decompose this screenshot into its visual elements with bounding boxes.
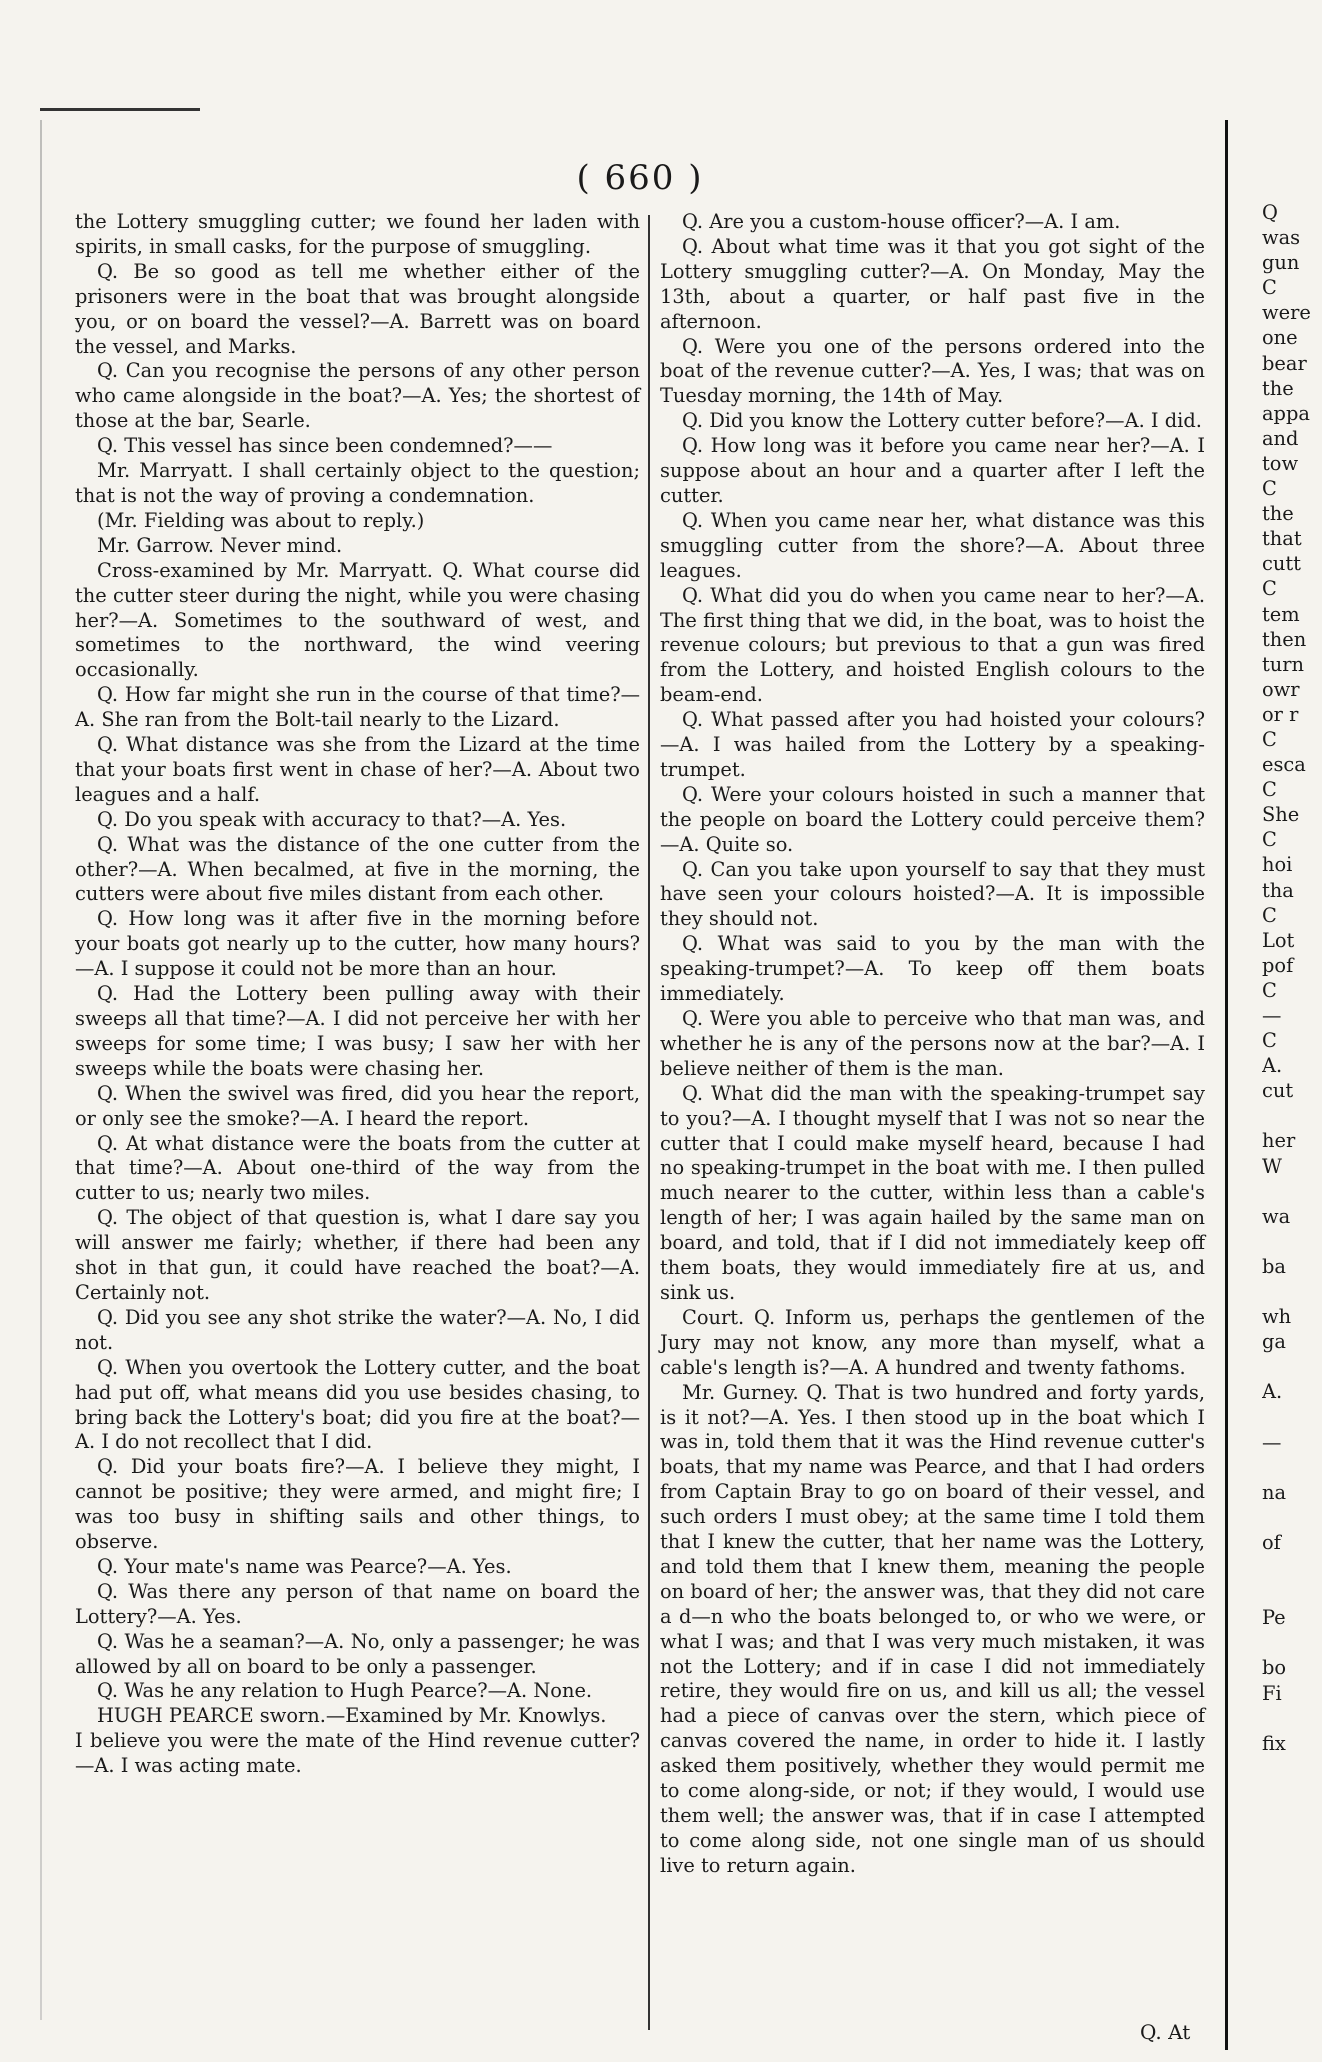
paragraph: Q. Can you take upon yourself to say that they must have seen your colours hoisted?—A. It is impossible they should not. — [660, 857, 1205, 931]
paragraph: Q. Was he any relation to Hugh Pearce?—A. None. — [97, 1679, 593, 1703]
edge-fragment: the — [1262, 376, 1294, 400]
edge-fragment: cut — [1262, 1079, 1294, 1103]
paragraph: Q. This vessel has since been condemned?—— — [97, 434, 553, 458]
edge-fragment: pof — [1262, 953, 1294, 977]
edge-fragment: — — [1262, 1430, 1282, 1454]
paragraph: Q. Are you a custom-house officer?—A. I am. — [682, 210, 1121, 233]
paragraph: (Mr. Fielding was about to reply.) — [97, 508, 425, 532]
paragraph: HUGH PEARCE sworn.—Examined by Mr. Knowlys. — [97, 1704, 607, 1728]
paragraph: Mr. Garrow. Never mind. — [97, 533, 343, 557]
top-rule — [40, 108, 200, 111]
edge-fragment — [1262, 1405, 1322, 1430]
edge-fragment: She — [1262, 803, 1300, 827]
edge-fragment: fix — [1262, 1731, 1286, 1755]
edge-fragment — [1262, 1455, 1322, 1480]
edge-fragment: esca — [1262, 753, 1306, 777]
edge-fragment — [1262, 1630, 1322, 1655]
edge-fragment: Pe — [1262, 1606, 1286, 1630]
edge-fragment — [1262, 1555, 1322, 1580]
edge-fragment: C — [1262, 903, 1277, 927]
edge-fragment: gun — [1262, 251, 1300, 275]
edge-fragment: ga — [1262, 1330, 1286, 1354]
edge-fragment: bear — [1262, 351, 1307, 375]
edge-fragment: tow — [1262, 451, 1299, 475]
paragraph: Q. At what distance were the boats from the cutter at that time?—A. About one-third of the way from the cutter to us; nearly two miles. — [75, 1131, 640, 1205]
edge-fragment: hoi — [1262, 853, 1293, 877]
edge-fragment: tem — [1262, 602, 1300, 626]
left-column — [75, 210, 640, 1779]
column-divider — [648, 215, 650, 2030]
edge-fragment — [1262, 1103, 1322, 1128]
edge-fragment: was — [1262, 226, 1301, 250]
paragraph: Q. How long was it before you came near her?—A. I suppose about an hour and a quarter after I left the cutter. — [660, 434, 1205, 507]
paragraph: Q. Did your boats fire?—A. I believe they might, I cannot be positive; they were armed, and might fire; I was too busy in shifting sails and other things, to observe. — [75, 1455, 640, 1554]
edge-fragment: A. — [1262, 1380, 1283, 1404]
paragraph: Q. How long was it after five in the morning before your boats got nearly up to the cutter, how many hours?—A. I suppose it could not be more than an hour. — [75, 907, 640, 981]
paragraph: Q. When the swivel was fired, did you hear the report, or only see the smoke?—A. I heard the report. — [75, 1081, 640, 1130]
edge-fragment: or r — [1262, 702, 1299, 726]
paragraph: Q. Were you one of the persons ordered into the boat of the revenue cutter?—A. Yes, I was; that was on Tuesday morning, the 14th of May. — [660, 334, 1205, 408]
paragraph: Q. Be so good as tell me whether either of the prisoners were in the boat that was brought alongside you, or on board the vessel?—A. Barrett was on board the vessel, and Marks. — [75, 259, 640, 358]
edge-fragment: tha — [1262, 878, 1294, 902]
edge-fragment: then — [1262, 627, 1307, 651]
edge-fragment — [1262, 1706, 1322, 1731]
paragraph: Mr. Marryatt. I shall certainly object to the question; that is not the way of proving a condemnation. — [75, 459, 640, 507]
left-margin-shadow — [40, 120, 42, 2020]
paragraph: Q. Were you able to perceive who that man was, and whether he is any of the persons now at the bar?—A. I believe neither of them is the man. — [660, 1007, 1205, 1080]
edge-fragment: owr — [1262, 677, 1300, 701]
paragraph: Cross-examined by Mr. Marryatt. Q. What course did the cutter steer during the night, while you were chasing her?—A. Sometimes to the southward of west, and sometimes to the northward, the wind veering occasionally. — [75, 558, 640, 682]
edge-fragment — [1262, 1505, 1322, 1530]
paragraph: Q. Had the Lottery been pulling away with their sweeps all that time?—A. I did not perceive her with her sweeps for some time; I was busy; I saw her with her sweeps while the boats were chasing her. — [75, 982, 640, 1080]
edge-fragment: Lot — [1262, 928, 1295, 952]
edge-fragment — [1262, 1580, 1322, 1605]
edge-fragment — [1262, 1229, 1322, 1254]
edge-fragment: and — [1262, 426, 1299, 450]
edge-fragment: of — [1262, 1530, 1281, 1554]
paragraph: Q. Can you recognise the persons of any other person who came alongside in the boat?—A. Yes; the shortest of those at the bar, Searle. — [75, 359, 640, 433]
edge-fragment: were — [1262, 301, 1311, 325]
paragraph: Q. Did you know the Lottery cutter before?—A. I did. — [682, 409, 1202, 433]
edge-fragment: C — [1262, 978, 1277, 1002]
edge-fragment: C — [1262, 1029, 1277, 1053]
paragraph: the Lottery smuggling cutter; we found her laden with spirits, in small casks, for the purpose of smuggling. — [75, 210, 640, 258]
paragraph: Q. How far might she run in the course of that time?—A. She ran from the Bolt-tail nearly to the Lizard. — [75, 683, 640, 732]
edge-fragment: — — [1262, 1004, 1282, 1027]
paragraph: Q. Was he a seaman?—A. No, only a passenger; he was allowed by all on board to be only a passenger. — [75, 1629, 640, 1678]
paragraph: Q. Was there any person of that name on board the Lottery?—A. Yes. — [75, 1579, 640, 1628]
page-gutter-line — [1225, 120, 1228, 2050]
edge-fragment: C — [1262, 828, 1277, 852]
paragraph: Q. Do you speak with accuracy to that?—A. Yes. — [97, 807, 567, 831]
edge-fragment — [1262, 1279, 1322, 1304]
paragraph: Court. Q. Inform us, perhaps the gentlemen of the Jury may not know, any more than myself, what a cable's length is?—A. A hundred and twenty fathoms. — [660, 1305, 1205, 1379]
edge-fragment: Q — [1262, 201, 1278, 224]
edge-fragment: wh — [1262, 1305, 1292, 1329]
edge-fragment: one — [1262, 326, 1298, 350]
edge-fragment: C — [1262, 778, 1277, 802]
edge-fragment — [1262, 1354, 1322, 1379]
paragraph: Q. When you came near her, what distance was this smuggling cutter from the shore?—A. About three leagues. — [660, 508, 1205, 582]
edge-fragment: Fi — [1262, 1681, 1282, 1705]
paragraph: Q. What distance was she from the Lizard at the time that your boats first went in chase of her?—A. About two leagues and a half. — [75, 733, 640, 806]
edge-fragment: appa — [1262, 401, 1310, 425]
paragraph: Mr. Gurney. Q. That is two hundred and forty yards, is it not?—A. Yes. I then stood up in the boat which I was in, told them that it was the Hind revenue cutter's boats, that my name was Pearce, and that I had orders from Captain Bray to go on board of their vessel, and such orders I must obey; at the same time I told them that I knew the cutter, that her name was the Lottery, and told them that I knew them, meaning the people on board of her; the answer was, that they did not care a d—n who the boats belonged to, or who we were, or what I was; and that I was very much mistaken, it was not the Lottery; and if in case I did not immediately retire, they would fire on us, and kill us all; the vessel had a piece of canvas over the stern, which piece of canvas covered the name, in order to hide it. I lastly asked them positively, whether they would permit me to come along-side, or not; if they would, I would use them well; the answer was, that if in case I attempted to come along side, not one single man of us should live to return again. — [660, 1380, 1205, 1877]
edge-fragment — [1262, 1179, 1322, 1204]
paragraph: Q. What was the distance of the one cutter from the other?—A. When becalmed, at five in the morning, the cutters were about five miles distant from each other. — [75, 832, 640, 906]
edge-fragment: the — [1262, 502, 1294, 526]
paragraph: Q. What was said to you by the man with the speaking-trumpet?—A. To keep off them boats immediately. — [660, 932, 1205, 1006]
edge-fragment: C — [1262, 477, 1277, 501]
paragraph: Q. When you overtook the Lottery cutter, and the boat had put off, what means did you use besides chasing, to bring back the Lottery's boat; did you fire at the boat?—A. I do not recollect that I did. — [75, 1355, 640, 1454]
paragraph: Q. What did you do when you came near to her?—A. The first thing that we did, in the boat, was to hoist the revenue colours; but previous to that a gun was fired from the Lottery, and hoisted English colours to the beam-end. — [660, 583, 1205, 707]
edge-fragment: na — [1262, 1480, 1287, 1504]
paragraph: Q. Your mate's name was Pearce?—A. Yes. — [97, 1554, 512, 1578]
edge-fragment: A. — [1262, 1054, 1283, 1078]
edge-fragment: wa — [1262, 1204, 1291, 1228]
paragraph: Q. Did you see any shot strike the water?—A. No, I did not. — [75, 1305, 640, 1354]
edge-fragment: W — [1262, 1154, 1282, 1178]
page-number: ( 660 ) — [576, 158, 704, 198]
catchword: Q. At — [1140, 2020, 1191, 2044]
edge-fragment: bo — [1262, 1656, 1287, 1680]
paragraph: Q. What passed after you had hoisted your colours?—A. I was hailed from the Lottery by a speaking-trumpet. — [660, 708, 1205, 781]
adjacent-page-edge — [1262, 200, 1322, 1756]
edge-fragment: ba — [1262, 1254, 1286, 1278]
paragraph: Q. The object of that question is, what I dare say you will answer me fairly; whether, if there had been any shot in that gun, it could have reached the boat?—A. Certainly not. — [75, 1206, 640, 1304]
edge-fragment: C — [1262, 276, 1277, 300]
paragraph: I believe you were the mate of the Hind revenue cutter?—A. I was acting mate. — [75, 1729, 640, 1778]
edge-fragment: turn — [1262, 652, 1305, 676]
right-column — [660, 210, 1205, 1879]
edge-fragment: C — [1262, 727, 1277, 751]
paragraph: Q. Were your colours hoisted in such a manner that the people on board the Lottery could perceive them?—A. Quite so. — [660, 782, 1205, 856]
edge-fragment: cutt — [1262, 552, 1301, 576]
paragraph: Q. What did the man with the speaking-trumpet say to you?—A. I thought myself that I was not so near the cutter that I could make myself heard, because I had no speaking-trumpet in the boat with me. I then pulled much nearer to the cutter, within less than a cable's length of her; I was again hailed by the same man on board, and told, that if I did not immediately keep off them boats, they would immediately fire at us, and sink us. — [660, 1081, 1205, 1304]
edge-fragment: C — [1262, 577, 1277, 601]
edge-fragment: that — [1262, 527, 1302, 551]
edge-fragment: her — [1262, 1129, 1296, 1153]
paragraph: Q. About what time was it that you got sight of the Lottery smuggling cutter?—A. On Monday, May the 13th, about a quarter, or half past five in the afternoon. — [660, 234, 1205, 333]
